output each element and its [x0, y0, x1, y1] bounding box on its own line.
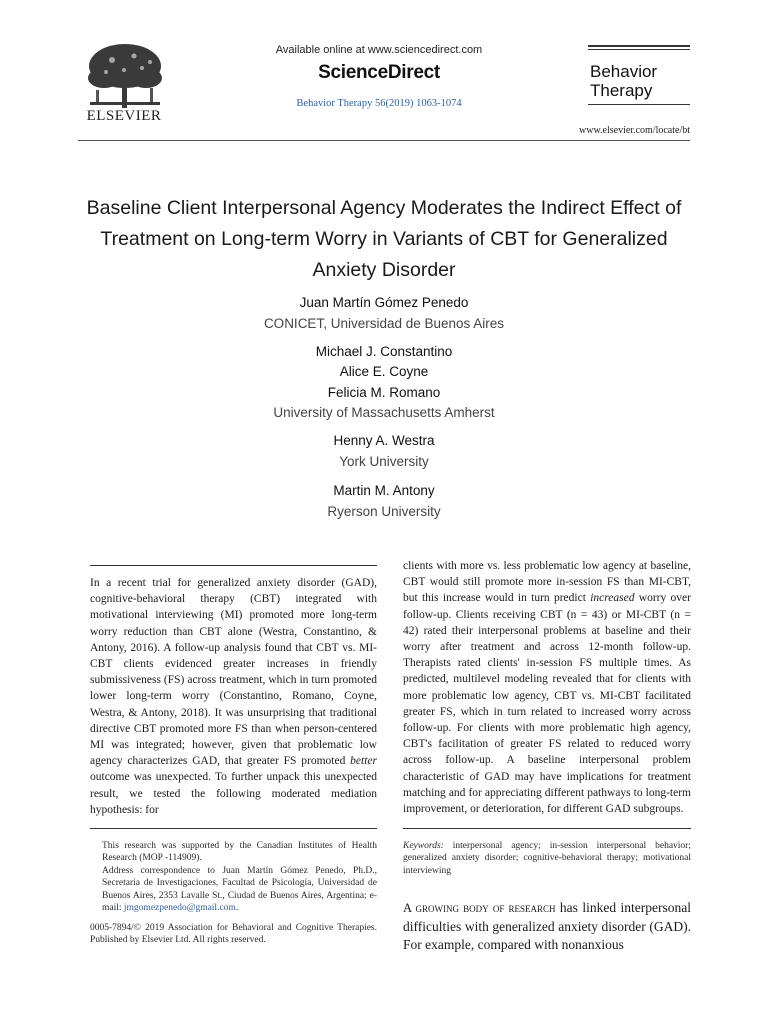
- keywords-text: interpersonal agency; in-session interpersonal behavior; generalized anxiety disorder; cognitive-behavioral therapy; motivational interviewing: [403, 841, 691, 876]
- journal-url[interactable]: www.elsevier.com/locate/bt: [579, 125, 690, 136]
- journal-rule-top: [588, 45, 690, 47]
- author-affiliation: University of Massachusetts Amherst: [273, 405, 495, 420]
- author-name: Martin M. Antony: [333, 483, 435, 498]
- author-affiliation: Ryerson University: [327, 504, 441, 519]
- correspondence-footnote: [90, 865, 377, 914]
- header-divider: [78, 140, 690, 141]
- journal-rule-bottom: [588, 104, 690, 105]
- body-text: has linked interpersonal difficulties with generalized anxiety disorder (GAD). For example, compared with nonanxious: [403, 900, 691, 952]
- correspondence-text-end: .: [235, 902, 239, 913]
- author-name: Michael J. Constantino: [315, 344, 453, 359]
- keywords-divider: [403, 828, 691, 829]
- journal-citation-link[interactable]: Behavior Therapy 56(2019) 1063-1074: [296, 98, 462, 109]
- sciencedirect-logo: ScienceDirect: [318, 62, 440, 83]
- email-link[interactable]: jmgomezpenedo@gmail.com: [123, 902, 236, 913]
- abstract-text: outcome was unexpected. To further unpack this unexpected result, we tested the following moderated mediation hypothesis: for: [90, 771, 377, 816]
- abstract-emphasis: better: [350, 755, 377, 768]
- available-online-text: Available online at www.sciencedirect.com: [275, 44, 483, 56]
- keywords-block: [403, 840, 691, 877]
- journal-rule-top-thin: [588, 49, 690, 50]
- abstract-left-column: [90, 575, 377, 818]
- correspondence-text: Address correspondence to Juan Martín Gómez Penedo, Ph.D., Secretaria de Investigaciones, Facultad de Psicología, Universidad de Buenos Aires, 2353 Lavalle St., Ciudad de Buenos Aires, Argentina; e-mail:: [102, 866, 377, 913]
- copyright-footnote: 0005-7894/© 2019 Association for Behavioral and Cognitive Therapies. Published by Elsevier Ltd. All rights reserved.: [90, 923, 377, 946]
- keywords-label: Keywords:: [403, 841, 444, 851]
- journal-name-line2: Therapy: [590, 81, 653, 100]
- body-paragraph: [403, 899, 691, 955]
- journal-name-line1: Behavior: [590, 62, 658, 81]
- journal-name: [590, 62, 690, 100]
- abstract-text: clients with more vs. less problematic low agency at baseline, CBT would still promote more in-session FS than MI-CBT, but this increase would in turn predict: [403, 560, 691, 605]
- correspondence-block: [90, 865, 377, 914]
- author-name: Felicia M. Romano: [327, 385, 441, 400]
- footnote-divider: [90, 828, 377, 829]
- author-affiliation: York University: [339, 454, 429, 469]
- publisher-name: ELSEVIER: [86, 108, 162, 124]
- author-name: Alice E. Coyne: [339, 364, 429, 379]
- abstract-text: worry over follow-up. Clients receiving CBT (n = 43) or MI-CBT (n = 42) rated their interpersonal problems at baseline and their worry after treatment and across 12-month follow-up. Therapists rated clients' in-session FS multiple times. As predicted, multilevel modeling revealed that for clients with more problematic low agency, CBT vs. MI-CBT facilitated greater FS, which in turn related to increased worry across follow-up. For clients with more problematic high agency, CBT's facilitation of greater FS related to reduced worry across follow-up. A baseline interpersonal problem characteristic of GAD may have implications for treatment matching and for appreciating different pathways to long-term improvement, or deterioration, for different GAD subgroups.: [403, 592, 691, 816]
- author-name: Juan Martín Gómez Penedo: [299, 295, 469, 310]
- abstract-right-column: [403, 558, 691, 817]
- lead-in-smallcaps: A growing body of research: [403, 901, 556, 915]
- author-name: Henny A. Westra: [333, 433, 435, 448]
- abstract-divider: [90, 565, 377, 566]
- funding-text: This research was supported by the Canadian Institutes of Health Research (MOP -114909).: [102, 841, 377, 864]
- article-title: Baseline Client Interpersonal Agency Moderates the Indirect Effect of Treatment on Long-term Worry in Variants of CBT for Generalized Anxiety Disorder: [86, 197, 682, 281]
- abstract-emphasis: increased: [590, 592, 635, 605]
- author-affiliation: CONICET, Universidad de Buenos Aires: [263, 316, 505, 331]
- funding-footnote: [90, 840, 377, 865]
- abstract-text: In a recent trial for generalized anxiety disorder (GAD), cognitive-behavioral therapy (CBT) integrated with motivational interviewing (MI) promoted more long-term worry reduction than CBT alone (Westra, Constantino, & Antony, 2016). A follow-up analysis found that CBT vs. MI-CBT clients evidenced greater increases in friendly submissiveness (FS) across treatment, which in turn promoted lower long-term worry (Constantino, Romano, Coyne, Westra, & Antony, 2018). It was unsurprising that traditional directive CBT promoted more FS than when person-centered MI was integrated; however, given that problematic low agency characterizes GAD, that greater FS promoted: [90, 577, 377, 768]
